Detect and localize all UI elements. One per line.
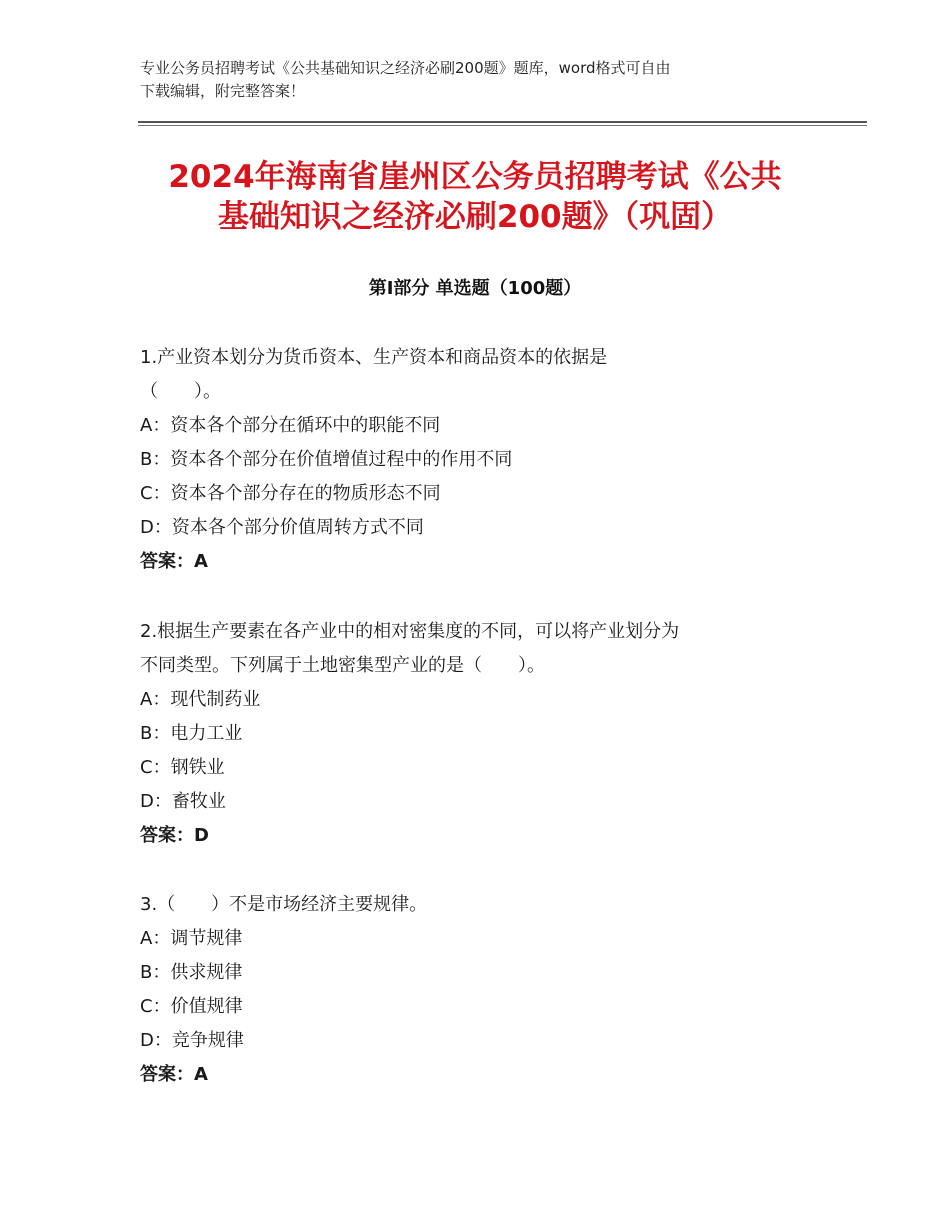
option-d: D：资本各个部分价值周转方式不同 bbox=[140, 517, 424, 538]
header-divider-thick bbox=[138, 121, 867, 123]
header-divider-thin bbox=[138, 125, 867, 126]
document-title bbox=[110, 157, 840, 237]
option-b: B：资本各个部分在价值增值过程中的作用不同 bbox=[140, 449, 513, 470]
header-note bbox=[140, 57, 840, 103]
option-d: D：竞争规律 bbox=[140, 1030, 244, 1051]
option-b: B：供求规律 bbox=[140, 962, 243, 983]
option-c: C：钢铁业 bbox=[140, 757, 225, 778]
answer: 答案：A bbox=[140, 1064, 208, 1085]
option-a: A：现代制药业 bbox=[140, 689, 261, 710]
section-title: 第Ⅰ部分 单选题（100题） bbox=[368, 278, 582, 299]
question-stem-continued: （ ）。 bbox=[140, 381, 221, 402]
header-note-line-1: 专业公务员招聘考试《公共基础知识之经济必刷200题》题库，word格式可自由 bbox=[140, 59, 671, 77]
question-1 bbox=[140, 341, 820, 579]
question-stem: 2.根据生产要素在各产业中的相对密集度的不同，可以将产业划分为 bbox=[140, 621, 680, 642]
question-stem: 3.（ ）不是市场经济主要规律。 bbox=[140, 894, 428, 915]
question-stem-continued: 不同类型。下列属于土地密集型产业的是（ ）。 bbox=[140, 655, 545, 676]
document-title-line-2: 基础知识之经济必刷200题》（巩固） bbox=[217, 199, 733, 235]
document-title-line-1: 2024年海南省崖州区公务员招聘考试《公共 bbox=[168, 159, 782, 195]
option-d: D：畜牧业 bbox=[140, 791, 226, 812]
question-2 bbox=[140, 615, 820, 853]
answer: 答案：D bbox=[140, 825, 209, 846]
option-c: C：价值规律 bbox=[140, 996, 243, 1017]
option-b: B：电力工业 bbox=[140, 723, 243, 744]
question-stem: 1.产业资本划分为货币资本、生产资本和商品资本的依据是 bbox=[140, 347, 608, 368]
header-note-line-2: 下载编辑，附完整答案！ bbox=[140, 82, 306, 100]
option-c: C：资本各个部分存在的物质形态不同 bbox=[140, 483, 441, 504]
option-a: A：资本各个部分在循环中的职能不同 bbox=[140, 415, 441, 436]
option-a: A：调节规律 bbox=[140, 928, 243, 949]
answer: 答案：A bbox=[140, 551, 208, 572]
question-3 bbox=[140, 888, 820, 1092]
